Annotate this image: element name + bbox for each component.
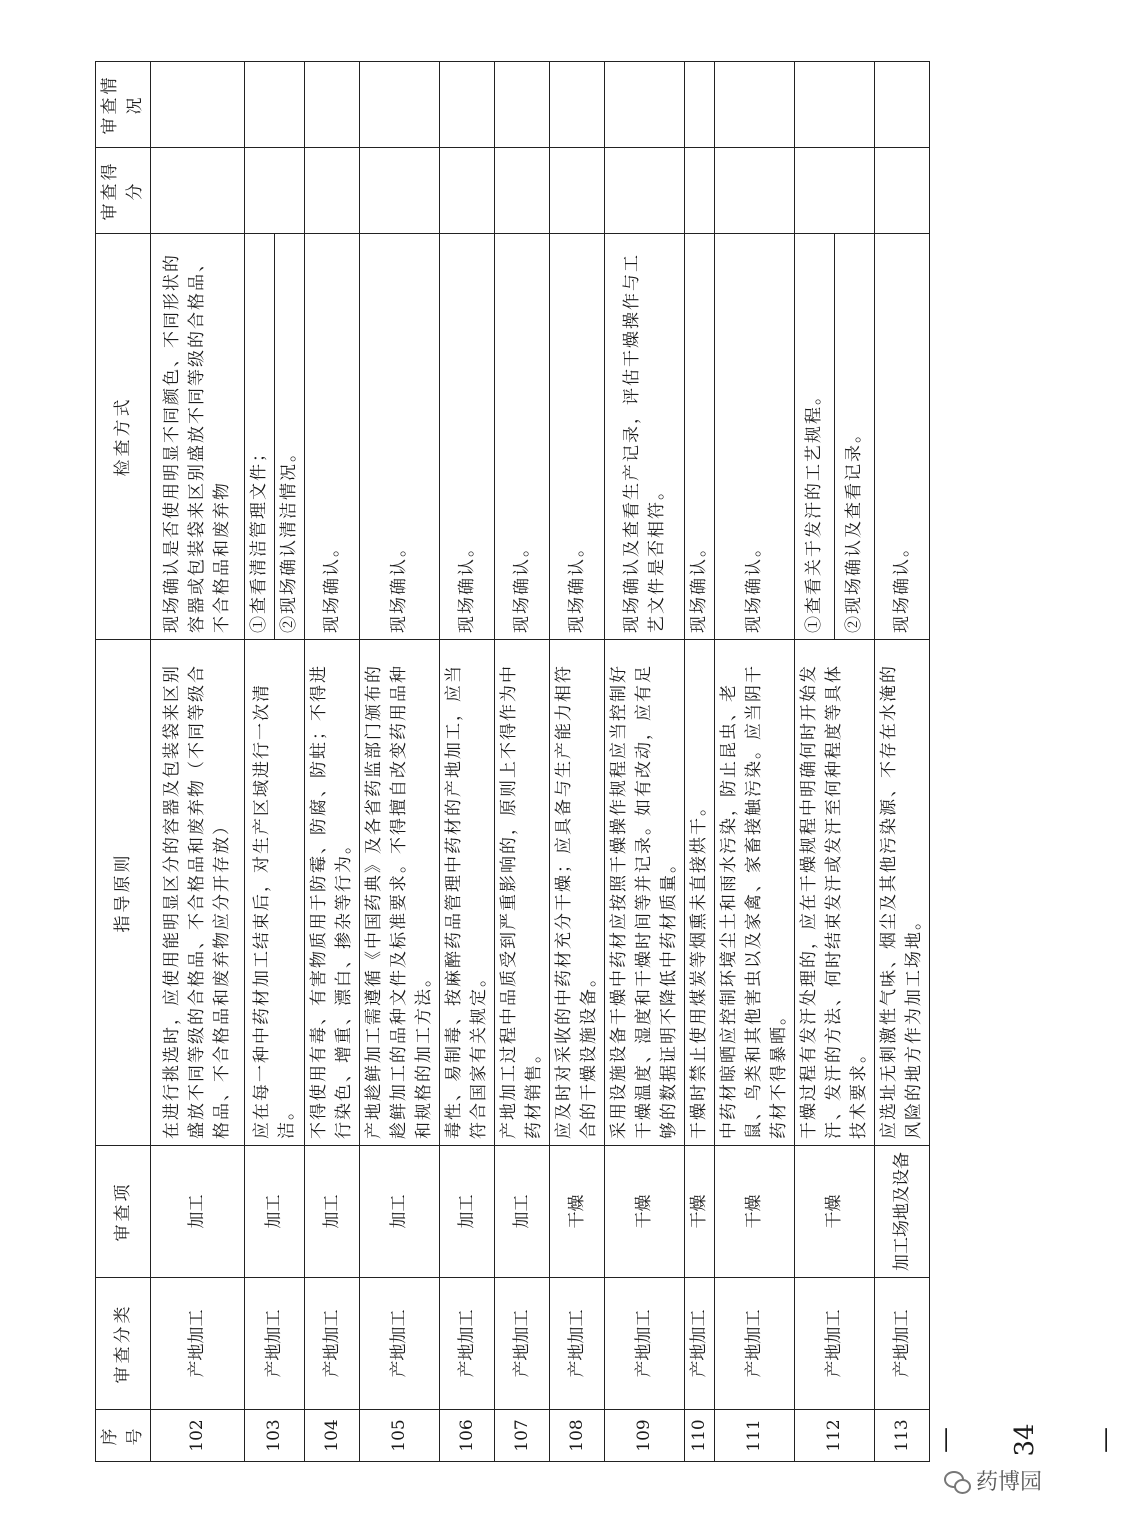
table-row (875, 62, 930, 1462)
row-number: 111 (715, 1410, 795, 1462)
row-method: 现场确认。 (715, 234, 795, 640)
row-number: 107 (495, 1410, 550, 1462)
row-number: 109 (605, 1410, 685, 1462)
row-method: 现场确认及查看生产记录，评估干燥操作与工艺文件是否相符。 (605, 234, 685, 640)
table-row (440, 62, 495, 1462)
row-score (550, 148, 605, 234)
row-guideline: 应选址无刺激性气味、烟尘及其他污染源、不存在水淹的风险的地方作为加工场地。 (875, 640, 930, 1146)
row-score (495, 148, 550, 234)
header-status: 审查情况 (96, 62, 151, 148)
row-number: 110 (685, 1410, 715, 1462)
table-row (360, 62, 440, 1462)
row-number: 112 (795, 1410, 875, 1462)
row-item: 加工 (151, 1146, 245, 1278)
row-method: 现场确认是否使用明显不同颜色、不同形状的容器或包装袋来区别盛放不同等级的合格品、不合格品和废弃物 (151, 234, 245, 640)
row-method: 现场确认。 (360, 234, 440, 640)
row-guideline: 采用设施设备干燥中药材应按照干燥操作规程应当控制好干燥温度、湿度和干燥时间等并记录。如有改动，应有足够的数据证明不降低中药材质量。 (605, 640, 685, 1146)
method-step: ②现场确认清洁情况。 (274, 234, 304, 639)
row-item: 干燥 (795, 1146, 875, 1278)
table-body (151, 62, 930, 1462)
review-table (95, 61, 930, 1462)
header-category: 审查分类 (96, 1278, 151, 1410)
row-score (605, 148, 685, 234)
row-score (795, 148, 875, 234)
row-category: 产地加工 (605, 1278, 685, 1410)
row-category: 产地加工 (550, 1278, 605, 1410)
row-guideline: 产地加工过程中品质受到严重影响的，原则上不得作为中药材销售。 (495, 640, 550, 1146)
table-row (305, 62, 360, 1462)
row-category: 产地加工 (795, 1278, 875, 1410)
row-method (245, 234, 305, 640)
row-method: 现场确认。 (550, 234, 605, 640)
row-method: 现场确认。 (305, 234, 360, 640)
row-item: 干燥 (550, 1146, 605, 1278)
row-score (305, 148, 360, 234)
row-method: 现场确认。 (440, 234, 495, 640)
wechat-icon (944, 1470, 970, 1492)
table-row (495, 62, 550, 1462)
row-status (151, 62, 245, 148)
row-category: 产地加工 (715, 1278, 795, 1410)
row-guideline: 中药材晾晒应控制环境尘土和雨水污染，防止昆虫、老鼠、鸟类和其他害虫以及家禽、家畜接触污染。应当阴干药材不得暴晒。 (715, 640, 795, 1146)
table-row (245, 62, 305, 1462)
row-status (875, 62, 930, 148)
row-guideline: 干燥过程有发汗处理的，应在干燥规程中明确何时开始发汗、发汗的方法、何时结束发汗或发汗至何种程度等具体技术要求。 (795, 640, 875, 1146)
row-method: 现场确认。 (495, 234, 550, 640)
row-guideline: 在进行挑选时，应使用能明显区分的容器及包装袋来区别盛放不同等级的合格品、不合格品和废弃物（不同等级合格品、不合格品和废弃物应分开存放） (151, 640, 245, 1146)
row-category: 产地加工 (305, 1278, 360, 1410)
row-category: 产地加工 (495, 1278, 550, 1410)
row-number: 105 (360, 1410, 440, 1462)
row-guideline: 产地趁鲜加工需遵循《中国药典》及各省药监部门颁布的趁鲜加工的品种文件及标准要求。不得擅自改变药用品种和规格的加工方法。 (360, 640, 440, 1146)
row-method: 现场确认。 (685, 234, 715, 640)
row-number: 104 (305, 1410, 360, 1462)
row-score (715, 148, 795, 234)
row-item: 加工 (440, 1146, 495, 1278)
row-item: 加工 (305, 1146, 360, 1278)
row-status (795, 62, 875, 148)
table-row (605, 62, 685, 1462)
header-method: 检查方式 (96, 234, 151, 640)
row-status (605, 62, 685, 148)
row-item: 干燥 (715, 1146, 795, 1278)
row-status (245, 62, 305, 148)
row-category: 产地加工 (685, 1278, 715, 1410)
row-guideline: 干燥时禁止使用煤炭等烟熏未直接烘干。 (685, 640, 715, 1146)
row-guideline: 应在每一种中药材加工结束后，对生产区域进行一次清洁。 (245, 640, 305, 1146)
row-number: 108 (550, 1410, 605, 1462)
row-item: 加工 (245, 1146, 305, 1278)
row-score (151, 148, 245, 234)
row-item: 干燥 (605, 1146, 685, 1278)
table-row (795, 62, 875, 1462)
header-score: 审查得分 (96, 148, 151, 234)
row-category: 产地加工 (360, 1278, 440, 1410)
row-status (305, 62, 360, 148)
row-score (875, 148, 930, 234)
header-item: 审查项 (96, 1146, 151, 1278)
table-header-row (96, 62, 151, 1462)
row-guideline: 应及时对采收的中药材充分干燥；应具备与生产能力相符合的干燥设施设备。 (550, 640, 605, 1146)
table-row (550, 62, 605, 1462)
row-category: 产地加工 (875, 1278, 930, 1410)
row-item: 加工场地及设备 (875, 1146, 930, 1278)
row-guideline: 毒性、易制毒、按麻醉药品管理中药材的产地加工，应当符合国家有关规定。 (440, 640, 495, 1146)
row-score (245, 148, 305, 234)
row-number: 113 (875, 1410, 930, 1462)
page-number: — 34 — (930, 1423, 1120, 1457)
row-number: 103 (245, 1410, 305, 1462)
row-score (360, 148, 440, 234)
row-item: 干燥 (685, 1146, 715, 1278)
method-step: ①查看关于发汗的工艺规程。 (804, 386, 824, 633)
table-row (151, 62, 245, 1462)
row-number: 106 (440, 1410, 495, 1462)
row-number: 102 (151, 1410, 245, 1462)
row-category: 产地加工 (245, 1278, 305, 1410)
header-no: 序号 (96, 1410, 151, 1462)
row-status (550, 62, 605, 148)
rotated-page (95, 62, 924, 1462)
row-status (685, 62, 715, 148)
row-item: 加工 (360, 1146, 440, 1278)
row-status (715, 62, 795, 148)
row-status (360, 62, 440, 148)
watermark-text: 药博园 (975, 1470, 1042, 1495)
table-row (715, 62, 795, 1462)
row-status (495, 62, 550, 148)
row-category: 产地加工 (440, 1278, 495, 1410)
row-category: 产地加工 (151, 1278, 245, 1410)
row-item: 加工 (495, 1146, 550, 1278)
method-step: ①查看清洁管理文件； (249, 443, 269, 633)
row-status (440, 62, 495, 148)
row-guideline: 不得使用有毒、有害物质用于防霉、防腐、防蛀；不得进行染色、增重、漂白、掺杂等行为。 (305, 640, 360, 1146)
method-step: ②现场确认及查看记录。 (834, 234, 874, 639)
row-score (685, 148, 715, 234)
table-row (685, 62, 715, 1462)
watermark (944, 1465, 1042, 1496)
header-guideline: 指导原则 (96, 640, 151, 1146)
row-method (795, 234, 875, 640)
row-score (440, 148, 495, 234)
row-method: 现场确认。 (875, 234, 930, 640)
